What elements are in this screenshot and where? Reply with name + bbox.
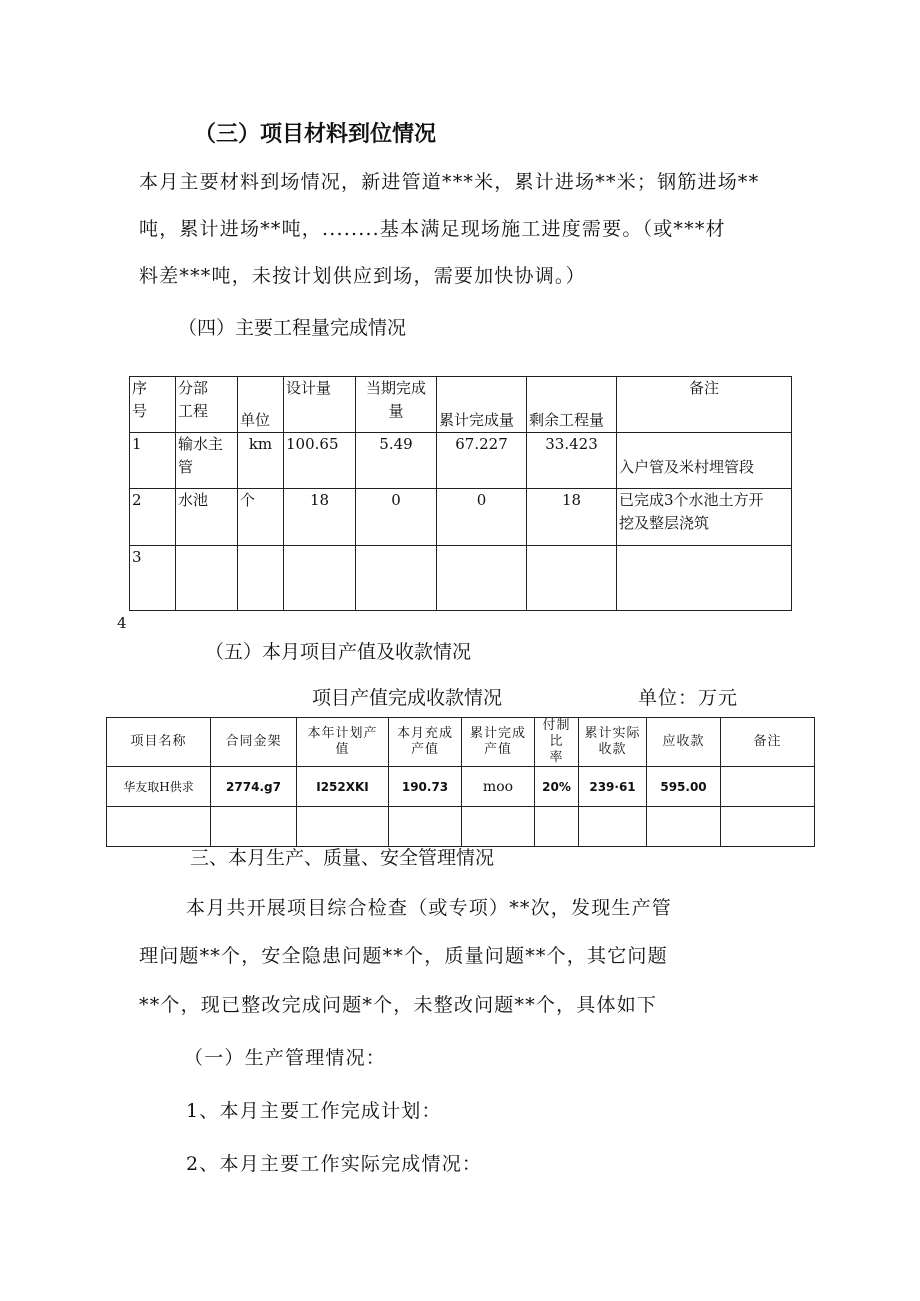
table-cell: 已完成3个水池土方开 挖及整层浇筑: [617, 489, 792, 546]
table-cell: [356, 546, 437, 611]
table-cell: [211, 807, 297, 847]
paragraph-line: 本月共开展项目综合检查（或专项）**次，发现生产管: [186, 897, 673, 919]
unit-label: 单位：万元: [638, 687, 739, 709]
header-cell: 分部 工程: [176, 377, 238, 433]
table-row: [130, 546, 792, 611]
header-cell: 累计完成 产值: [462, 718, 535, 767]
table-cell: 输水主 管: [176, 433, 238, 489]
header-cell: 应收款: [647, 718, 721, 767]
table-cell: [238, 546, 284, 611]
table-cell: 0: [437, 489, 527, 546]
header-cell: 设计量: [284, 377, 356, 433]
table-cell: 595.00: [647, 767, 721, 807]
table-cell: 0: [356, 489, 437, 546]
table-cell: [437, 546, 527, 611]
table-cell: km: [238, 433, 284, 489]
table-cell: moo: [462, 767, 535, 807]
section-heading-output: （五）本月项目产值及收款情况: [205, 641, 472, 663]
table-cell: 个: [238, 489, 284, 546]
table-cell: [527, 546, 617, 611]
table-cell: 华友取H供求: [107, 767, 211, 807]
paragraph-line: 吨，累计进场**吨，........基本满足现场施工进度需要。（或***材: [139, 218, 726, 240]
header-cell: 合同金架: [211, 718, 297, 767]
table-cell: 2774.g7: [211, 767, 297, 807]
header-cell: 累计完成量: [437, 377, 527, 433]
header-cell: 项目名称: [107, 718, 211, 767]
paragraph-line: **个，现已整改完成问题*个，未整改问题**个，具体如下: [139, 994, 658, 1016]
paragraph-line: 理问题**个，安全隐患问题**个，质量问题**个，其它问题: [139, 945, 668, 967]
table-cell: 18: [284, 489, 356, 546]
table-cell: [297, 807, 389, 847]
paragraph-line: 本月主要材料到场情况，新进管道***米，累计进场**米；钢筋进场**: [139, 171, 760, 193]
section-heading-materials: （三）项目材料到位情况: [194, 122, 437, 147]
table-cell: I252XKI: [297, 767, 389, 807]
table-cell: 5.49: [356, 433, 437, 489]
table-header-row: [130, 377, 792, 433]
table-row: [130, 433, 792, 489]
table-cell: 入户管及米村埋管段: [617, 433, 792, 489]
table-cell: [721, 767, 815, 807]
table-row: [107, 807, 815, 847]
table-cell: [462, 807, 535, 847]
table-cell: 190.73: [389, 767, 462, 807]
table-cell: [389, 807, 462, 847]
table-cell: [176, 546, 238, 611]
header-cell: 备注: [721, 718, 815, 767]
table-cell: [617, 546, 792, 611]
table-cell: [284, 546, 356, 611]
table-row: [107, 767, 815, 807]
table-cell: 33.423: [527, 433, 617, 489]
table-cell: 2: [130, 489, 176, 546]
header-cell: 当期完成 量: [356, 377, 437, 433]
table-header-row: [107, 718, 815, 767]
header-cell: 累计实际 收款: [579, 718, 647, 767]
table-cell: 20%: [535, 767, 579, 807]
after-table-note: 4: [117, 614, 127, 632]
section-heading-quantities: （四）主要工程量完成情况: [178, 317, 407, 339]
table-cell: 3: [130, 546, 176, 611]
sub-heading-production: （一）生产管理情况：: [184, 1047, 387, 1069]
part-heading-management: 三、本月生产、质量、安全管理情况: [190, 847, 495, 869]
header-cell: 本月充成 产值: [389, 718, 462, 767]
header-cell: 付制比 率: [535, 718, 579, 767]
header-cell: 单位: [238, 377, 284, 433]
table-cell: [647, 807, 721, 847]
header-cell: 本年计划产 值: [297, 718, 389, 767]
table-title: 项目产值完成收款情况: [312, 687, 503, 709]
header-cell: 备注: [617, 377, 792, 433]
list-item: 1、本月主要工作完成计划：: [186, 1100, 442, 1122]
table-cell: [579, 807, 647, 847]
table-row: [130, 489, 792, 546]
paragraph-line: 料差***吨，未按计划供应到场，需要加快协调。）: [139, 265, 586, 287]
table-cell: [535, 807, 579, 847]
table-cell: 18: [527, 489, 617, 546]
table-cell: 水池: [176, 489, 238, 546]
list-item: 2、本月主要工作实际完成情况：: [186, 1153, 483, 1175]
table-cell: 100.65: [284, 433, 356, 489]
table-cell: [107, 807, 211, 847]
header-cell: 序 号: [130, 377, 176, 433]
table-cell: 239·61: [579, 767, 647, 807]
header-cell: 剩余工程量: [527, 377, 617, 433]
table-cell: [721, 807, 815, 847]
quantities-table: [129, 376, 792, 611]
table-cell: 1: [130, 433, 176, 489]
output-table: [106, 717, 815, 847]
table-cell: 67.227: [437, 433, 527, 489]
